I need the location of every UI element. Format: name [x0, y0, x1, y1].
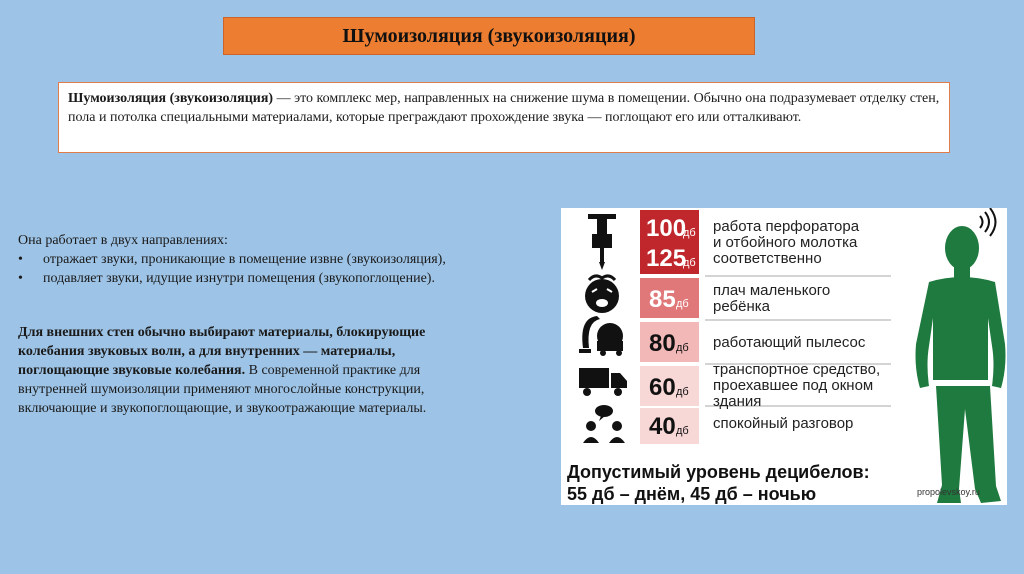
sound-waves-icon — [980, 208, 996, 236]
row-label: спокойный разговор — [713, 415, 854, 432]
bullet: • — [18, 252, 23, 267]
list-item-text: подавляет звуки, идущие изнутри помещения (звукопоглощение). — [43, 271, 435, 286]
page-title: Шумоизоляция (звукоизоляция) — [342, 24, 636, 47]
directions-block — [18, 231, 548, 288]
summary-title: Допустимый уровень децибелов: — [567, 462, 870, 482]
row-label: и отбойного молотка — [713, 234, 858, 251]
definition-text: — это комплекс мер, направленных на снижение шума в помещении. Обычно она подразумевает отделку стен, пола и потолка специальными материалами, которые преграждают прохождение звука — поглощают его или отталкивают. — [68, 91, 940, 125]
materials-text: В современной практике для внутренней шумоизоляции применяют многослойные конструкции, включающие и звукопоглощающие, и звукоотражающие материалы. — [18, 363, 427, 416]
person-silhouette-icon — [916, 226, 1006, 503]
infographic-svg — [561, 208, 1007, 505]
level-unit: дб — [676, 386, 689, 398]
row-label: транспортное средство, — [713, 361, 881, 378]
list-item — [18, 269, 548, 288]
level-value: 80 — [649, 330, 676, 357]
watermark: propolevskoy.ru — [917, 487, 980, 497]
row-label: работа перфоратора — [713, 218, 860, 235]
title-bar — [223, 17, 755, 55]
level-unit: дб — [683, 257, 696, 269]
level-value: 60 — [649, 374, 676, 401]
definition-term: Шумоизоляция (звукоизоляция) — [68, 91, 274, 106]
conversation-icon — [583, 405, 625, 443]
level-unit: дб — [676, 298, 689, 310]
row-label: ребёнка — [713, 298, 770, 315]
row-label: соответственно — [713, 250, 822, 267]
level-value: 85 — [649, 286, 676, 313]
row-label: работающий пылесос — [713, 334, 866, 351]
crying-baby-icon — [585, 276, 619, 313]
row-label: плач маленького — [713, 282, 831, 299]
list-item — [18, 250, 548, 269]
level-value: 125 — [646, 245, 687, 272]
vacuum-cleaner-icon — [579, 316, 623, 356]
level-unit: дб — [683, 227, 696, 239]
summary-values: 55 дб – днём, 45 дб – ночью — [567, 484, 817, 504]
level-unit: дб — [676, 342, 689, 354]
bullet: • — [18, 271, 23, 286]
truck-icon — [579, 368, 627, 396]
level-value: 40 — [649, 413, 676, 440]
decibel-infographic — [561, 208, 1007, 505]
level-value: 100 — [646, 215, 687, 242]
jackhammer-icon — [588, 214, 616, 270]
materials-bold-text: Для внешних стен обычно выбирают материалы, блокирующие колебания звуковых волн, а для внутренних — материалы, поглощающие звуковые колебания. — [18, 325, 426, 378]
directions-intro: Она работает в двух направлениях: — [18, 233, 228, 248]
list-item-text: отражает звуки, проникающие в помещение извне (звукоизоляция), — [43, 252, 446, 267]
row-label: проехавшее под окном — [713, 377, 874, 394]
definition-box — [58, 82, 950, 153]
row-label: здания — [713, 393, 762, 410]
materials-paragraph — [18, 323, 438, 418]
level-unit: дб — [676, 425, 689, 437]
